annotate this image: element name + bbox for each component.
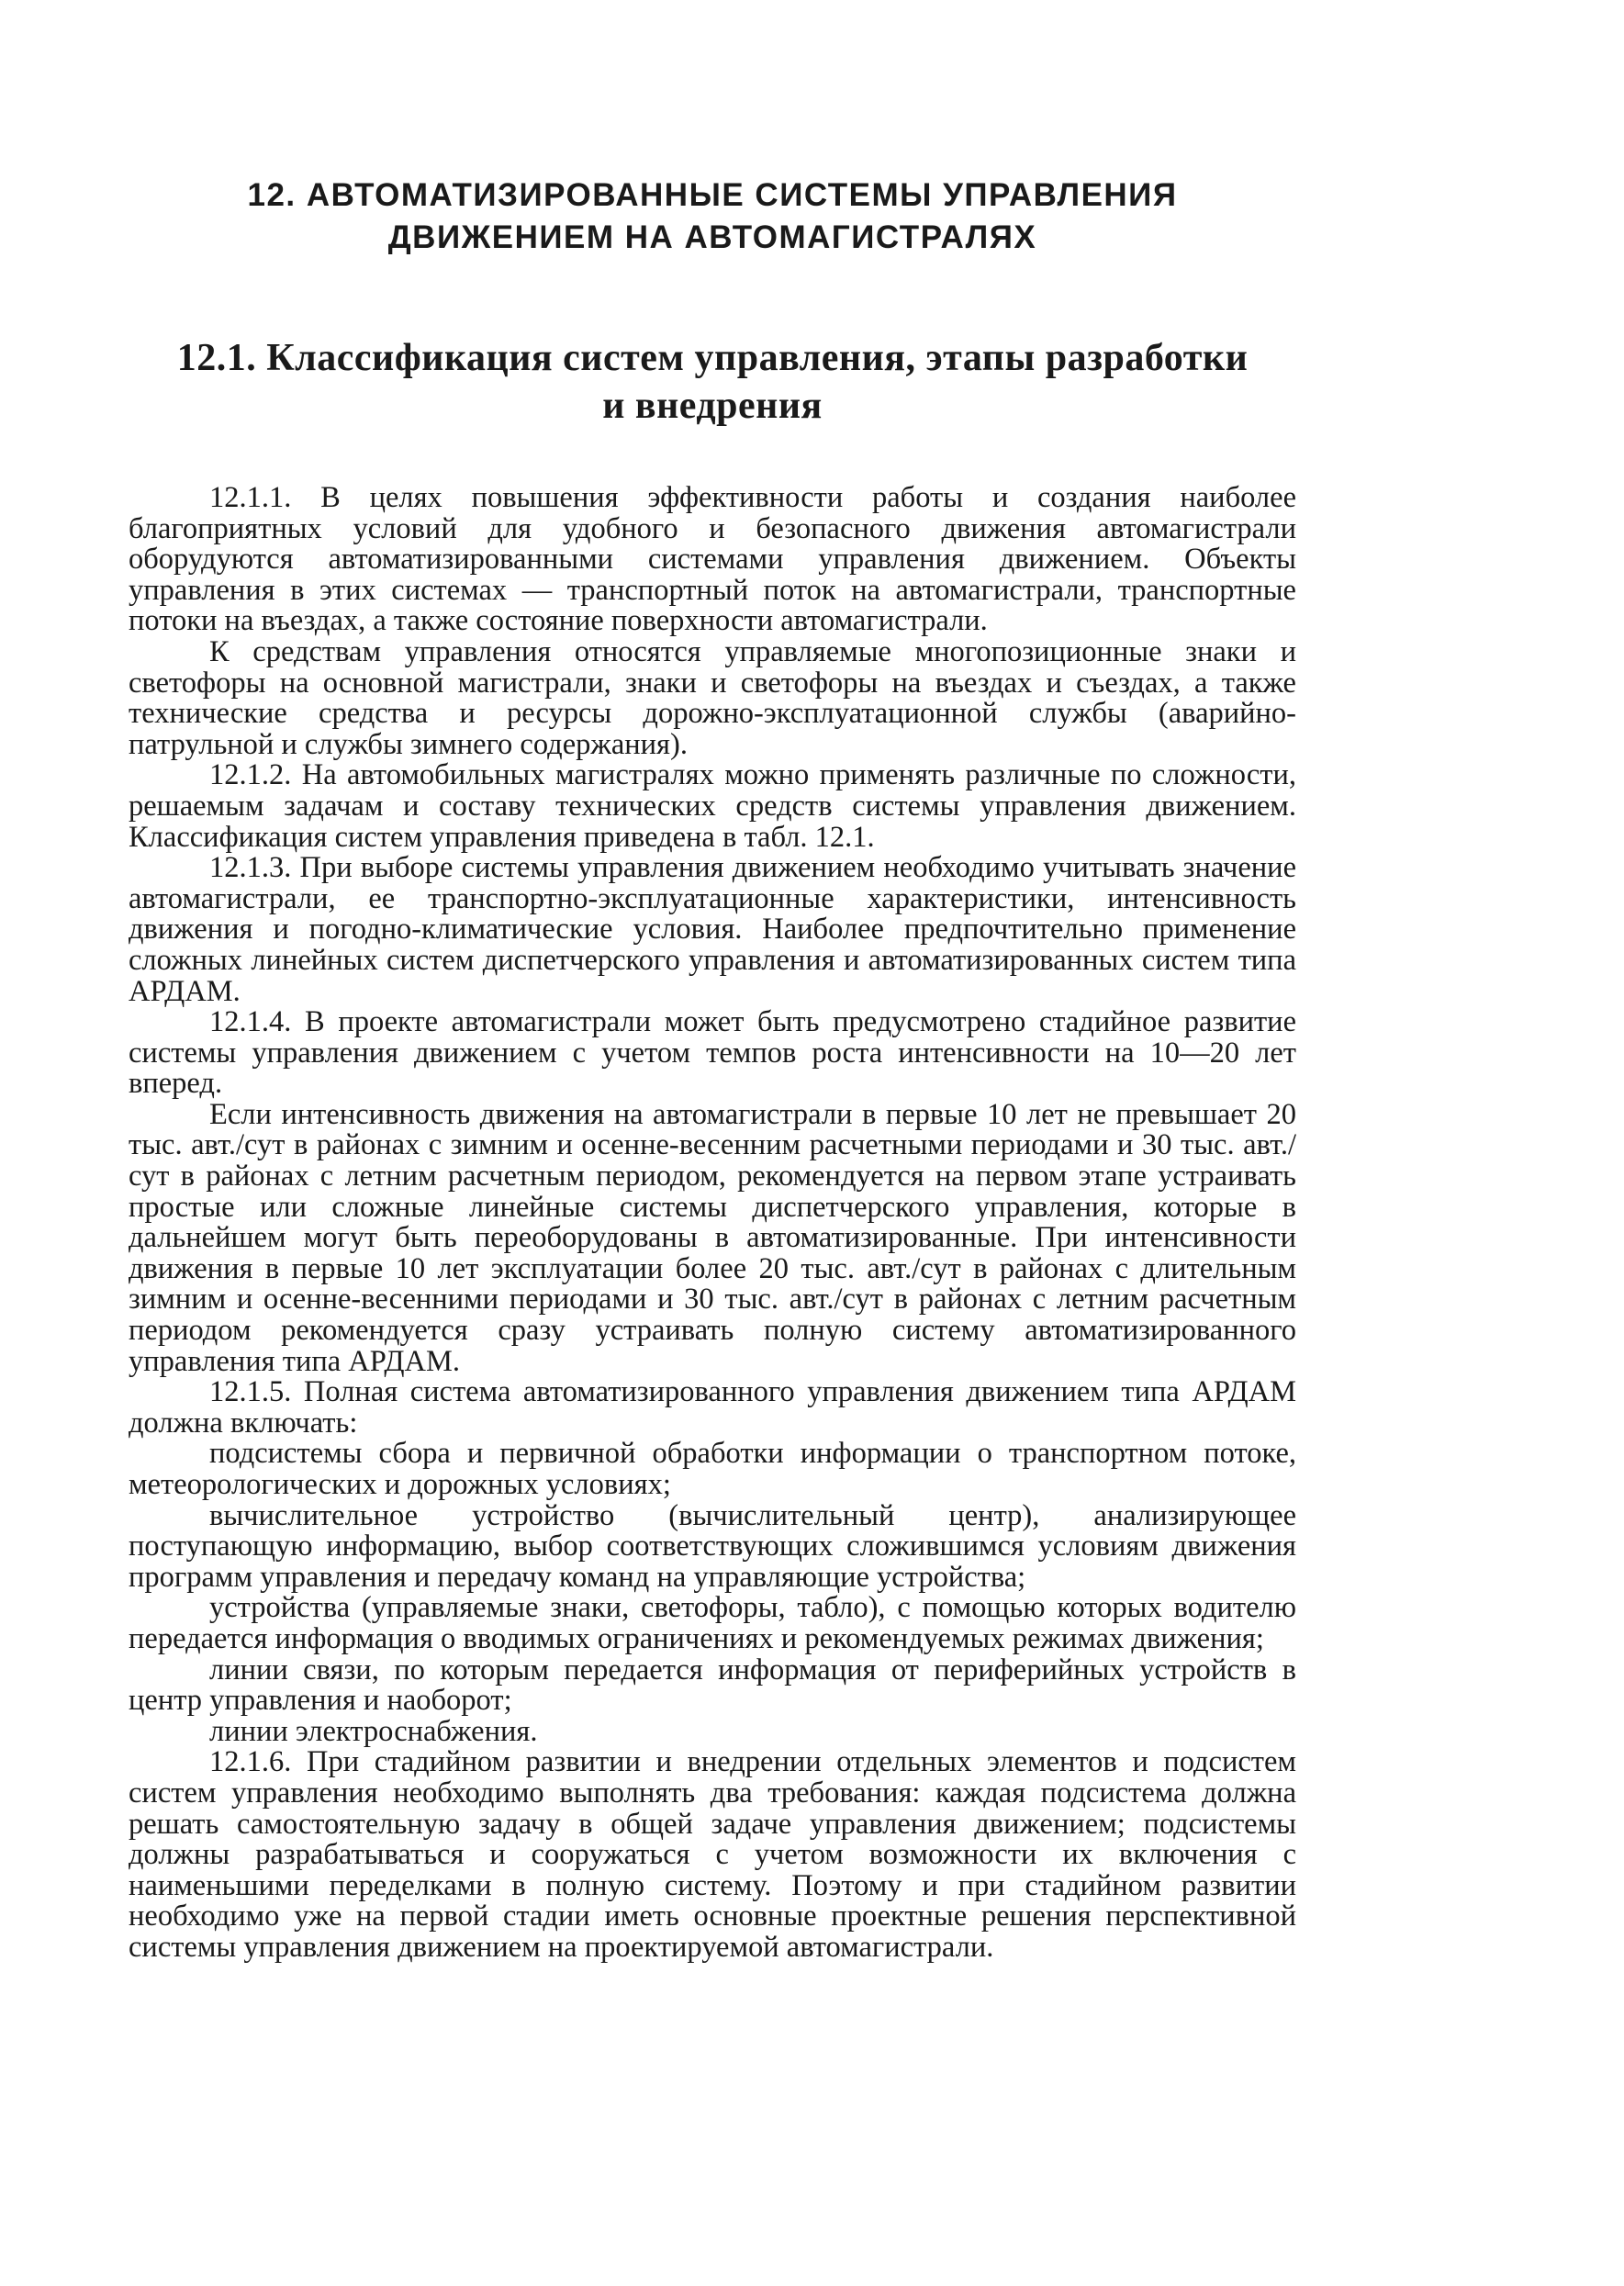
section-title-line-2: и внедрения [602,385,823,427]
section-title-line-1: 12.1. Классификация систем управления, этапы разработки [176,337,1249,379]
paragraph-12-1-4: 12.1.4. В проекте автомагистрали может быть предусмотрено стадийное развитие системы управления движением с учетом темпов роста интенсивности на 10—20 лет вперед. [129,1005,1296,1101]
chapter-title-line-2: ДВИЖЕНИЕМ НА АВТОМАГИСТРАЛЯХ [387,219,1037,255]
list-item-devices: устройства (управляемые знаки, светофоры, табло), с помощью которых водителю передается информация о вводимых ограничениях и рекомендуемых режимах движения; [129,1591,1296,1655]
document-page [129,174,1296,1964]
paragraph-12-1-5: 12.1.5. Полная система автоматизированного управления движением типа АРДАМ должна включать: [129,1375,1296,1440]
paragraph-12-1-6: 12.1.6. При стадийном развитии и внедрении отдельных элементов и подсистем систем управления необходимо выполнять два требования: каждая подсистема должна решать самостоятельную задачу в общей задаче управления движением; подсистемы должны разрабатываться и сооружаться с учетом возможности их включения с наименьшими переделками в полную систему. Поэтому и при стадийном развитии необходимо уже на первой стадии иметь основные проектные решения перспективной системы управления движением на проектируемой автомагистрали. [129,1745,1296,1964]
list-item-communication-lines: линии связи, по которым передается информация от периферийных устройств в центр управления и наоборот; [129,1653,1296,1718]
list-item-computing-device: вычислительное устройство (вычислительный центр), анализирующее поступающую информацию, выбор соответствующих сложившимся условиям движения программ управления и передачу команд на управляющие устройства; [129,1498,1296,1594]
paragraph-12-1-2: 12.1.2. На автомобильных магистралях можно применять различные по сложности, решаемым задачам и составу технических средств системы управления движением. Классификация систем управления приведена в табл. 12.1. [129,758,1296,854]
paragraph-control-means: К средствам управления относятся управляемые многопозиционные знаки и светофоры на основной магистрали, знаки и светофоры на въездах и съездах, а также технические средства и ресурсы дорожно-эксплуатационной службы (аварийно-патрульной и службы зимнего содержания). [129,634,1296,761]
paragraph-intensity: Если интенсивность движения на автомагистрали в первые 10 лет не превышает 20 тыс. авт./сут в районах с зимним и осенне-весенним расчетными периодами и 30 тыс. авт./сут в районах с летним расчетным периодом, рекомендуется на первом этапе устраивать простые или сложные линейные системы диспетчерского управления, которые в дальнейшем могут быть переоборудованы в автоматизированные. При интенсивности движения в первые 10 лет эксплуатации более 20 тыс. авт./сут в районах с длительным зимним и осенне-весенними периодами и 30 тыс. авт./сут в районах с летним расчетным периодом рекомендуется сразу устраивать полную систему автоматизированного управления типа АРДАМ. [129,1097,1296,1378]
paragraph-12-1-1: 12.1.1. В целях повышения эффективности работы и создания наиболее благоприятных условий для удобного и безопасного движения автомагистрали оборудуются автоматизированными системами управления движением. Объекты управления в этих системах — транспортный поток на автомагистрали, транспортные потоки на въездах, а также состояние поверхности автомагистрали. [129,481,1296,638]
body-text [129,483,1296,1964]
chapter-title [129,174,1296,259]
list-item-power-lines: линии электроснабжения. [209,1714,538,1748]
section-title [129,334,1296,430]
list-item-subsystems: подсистемы сбора и первичной обработки информации о транспортном потоке, метеорологических и дорожных условиях; [129,1437,1296,1501]
paragraph-12-1-3: 12.1.3. При выборе системы управления движением необходимо учитывать значение автомагистрали, ее транспортно-эксплуатационные характеристики, интенсивность движения и погодно-климатические условия. Наиболее предпочтительно применение сложных линейных систем диспетчерского управления и автоматизированных систем типа АРДАМ. [129,851,1296,1008]
chapter-title-line-1: 12. АВТОМАТИЗИРОВАННЫЕ СИСТЕМЫ УПРАВЛЕНИЯ [247,177,1178,213]
